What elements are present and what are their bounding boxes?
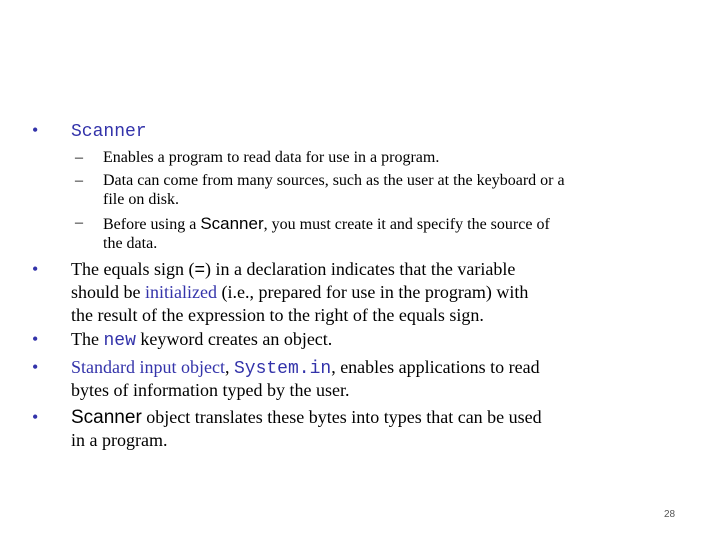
initialized-link[interactable]: initialized — [145, 282, 217, 302]
dash-icon: – — [75, 172, 83, 189]
text: , enables applications to read — [331, 357, 540, 377]
text: ) in a declaration indicates that the variable — [204, 259, 516, 279]
text: The equals sign ( — [71, 259, 195, 279]
standard-input-link[interactable]: Standard input object — [71, 357, 225, 377]
bullet-icon: • — [32, 329, 39, 349]
sub-item-text-after: , you must create it and specify the source of — [263, 216, 550, 233]
dash-icon: – — [75, 149, 83, 166]
text: (i.e., prepared for use in the program) with — [216, 282, 529, 302]
text: object translates these bytes into types that can be used — [141, 407, 542, 427]
sub-item-text-cont: the data. — [103, 235, 158, 252]
text: in a program. — [71, 430, 168, 450]
bullet-scanner-heading — [32, 120, 147, 142]
bullet-icon: • — [32, 357, 39, 377]
bullet-icon: • — [32, 120, 39, 140]
text: the result of the expression to the right of the equals sign. — [71, 305, 484, 325]
text: The — [71, 329, 104, 349]
sub-item-text: Data can come from many sources, such as the user at the keyboard or a — [103, 172, 565, 189]
text: keyword creates an object. — [135, 329, 333, 349]
sub-item-text-cont: file on disk. — [103, 191, 179, 208]
sub-item-text: Enables a program to read data for use in a program. — [103, 149, 440, 166]
text: bytes of information typed by the user. — [71, 380, 350, 400]
dash-icon: – — [75, 214, 83, 231]
text: , — [224, 357, 234, 377]
page-number: 28 — [664, 509, 676, 520]
system-in-code: System.in — [233, 359, 332, 379]
sub-item-text-before: Before using a — [103, 216, 201, 233]
scanner-heading-label: Scanner — [71, 122, 147, 142]
equals-code: = — [194, 259, 205, 279]
scanner-code: Scanner — [71, 407, 142, 428]
bullet-icon: • — [32, 407, 39, 427]
bullet-icon: • — [32, 259, 39, 279]
text: should be — [71, 282, 145, 302]
scanner-code: Scanner — [200, 214, 264, 233]
new-code: new — [103, 331, 136, 351]
